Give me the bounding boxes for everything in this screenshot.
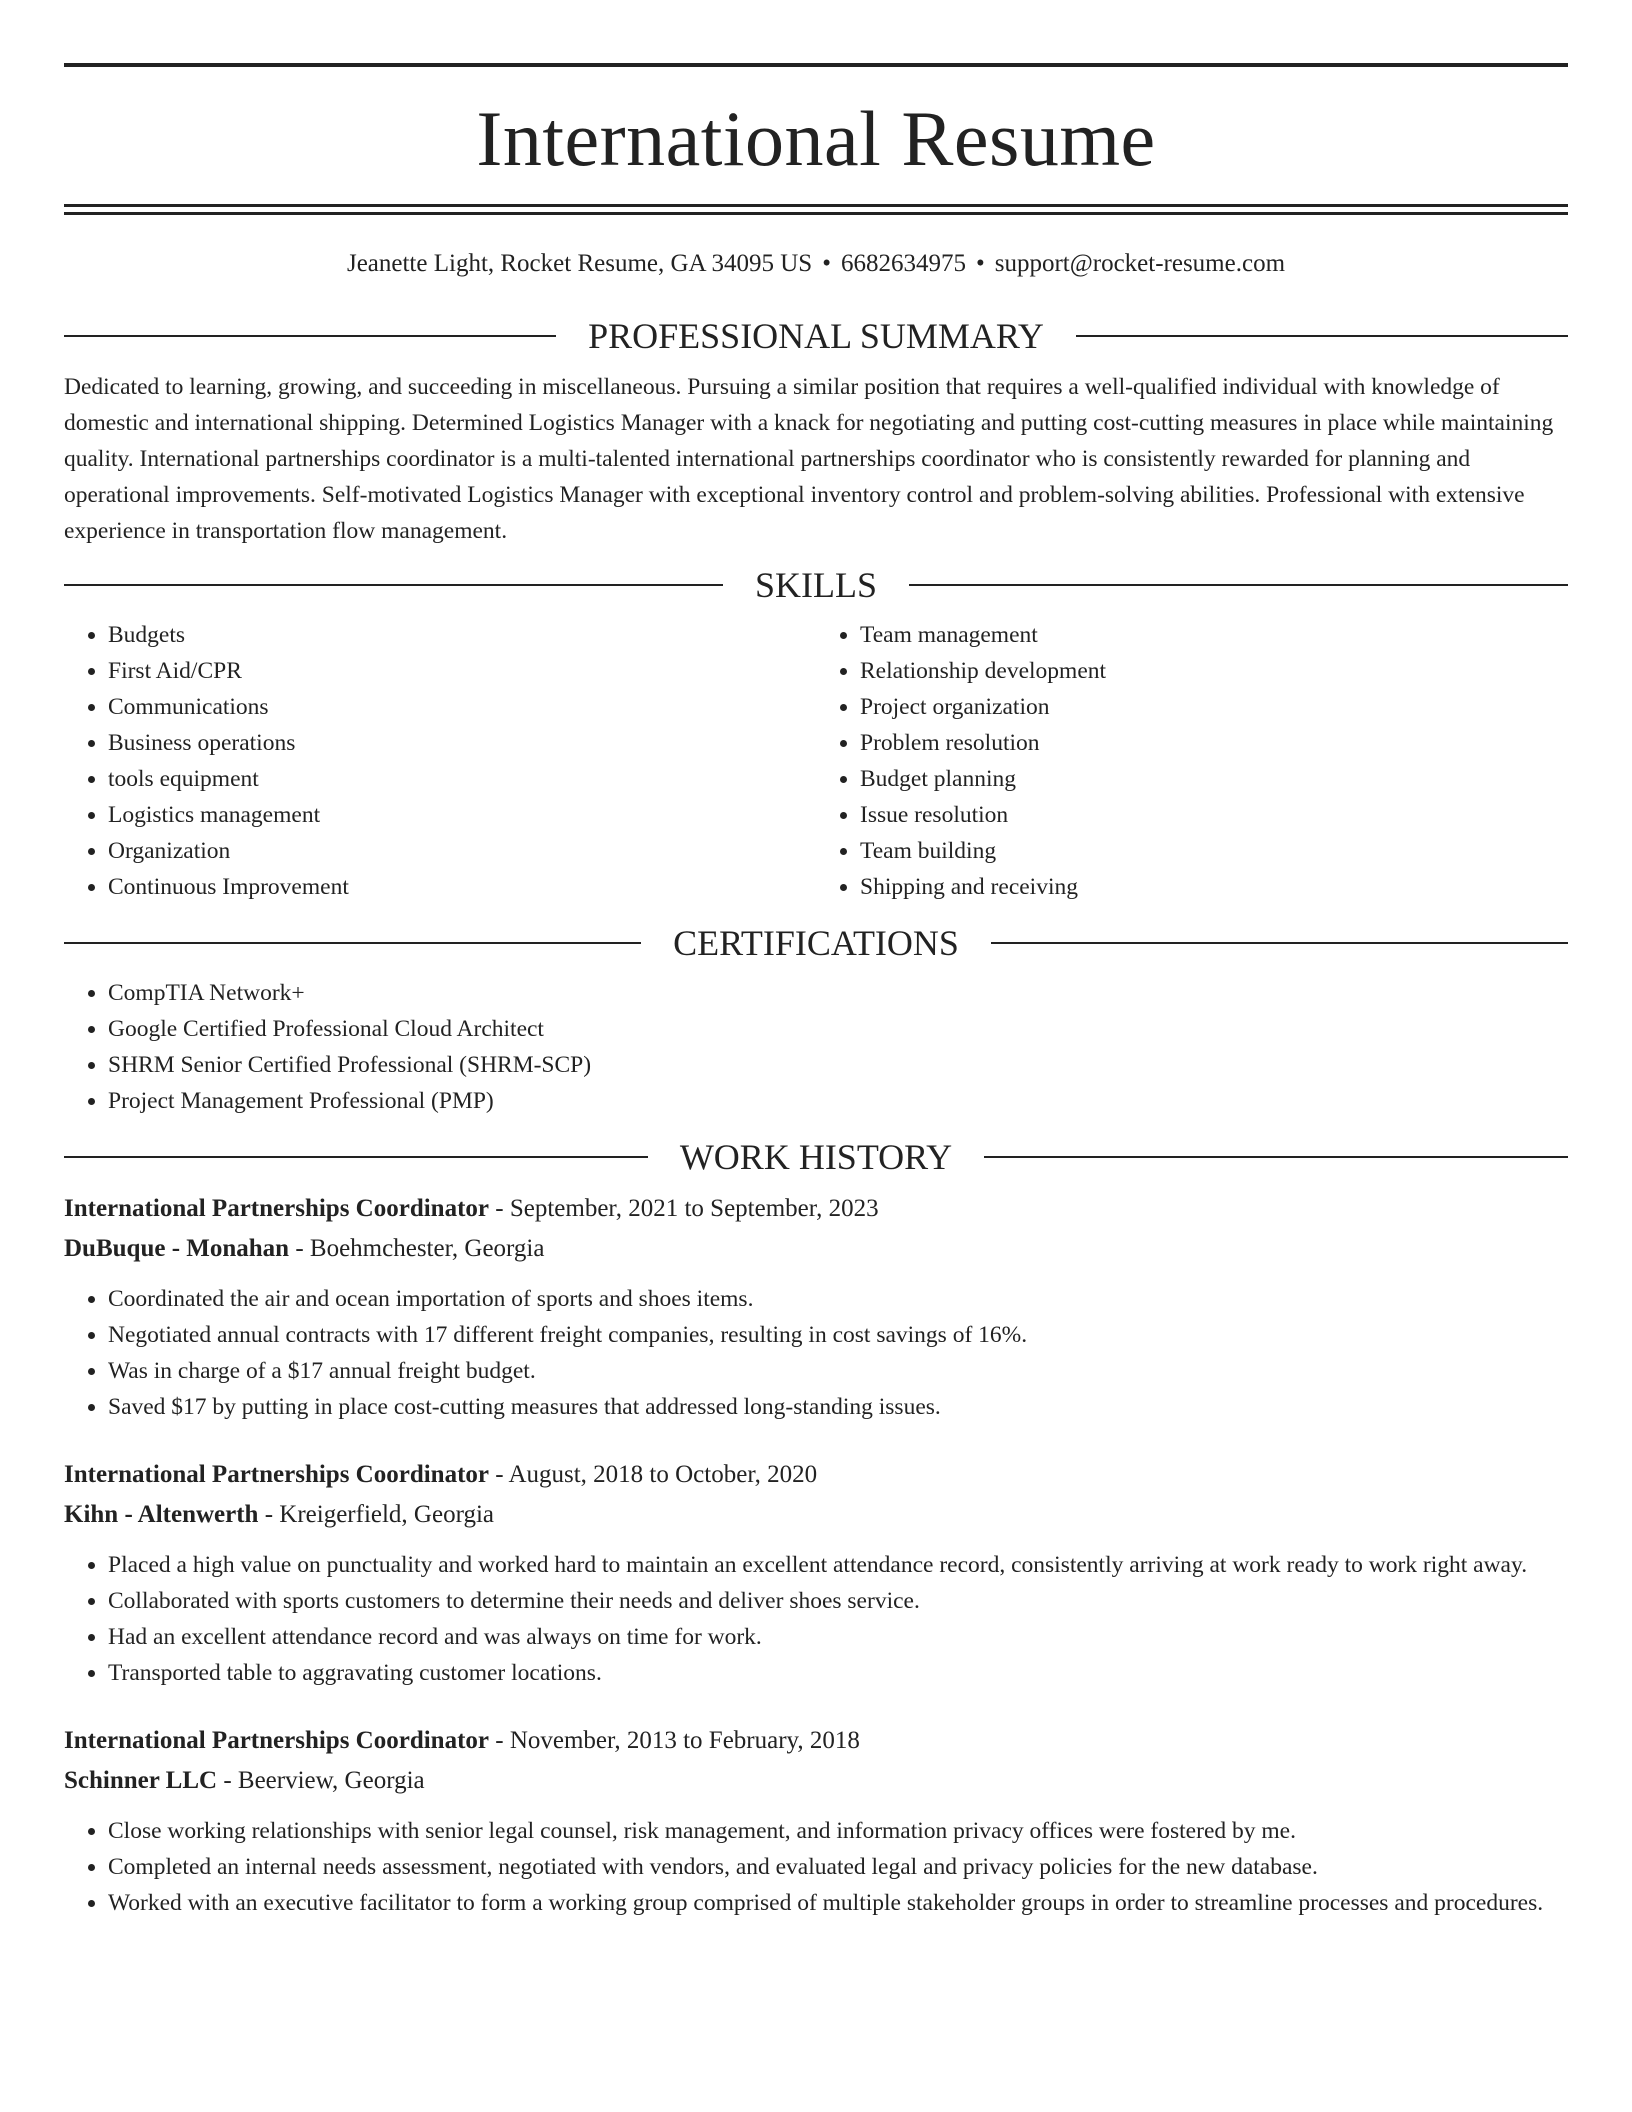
contact-line (64, 249, 1568, 279)
skills-heading-label: SKILLS (755, 565, 878, 605)
resume-page (64, 0, 1568, 1921)
skill-item: • Issue resolution (860, 797, 1568, 833)
job-company-line (64, 1495, 1568, 1535)
job-bullet: • Placed a high value on punctuality and worked hard to maintain an excellent attendance record, consistently arriving at work ready to work right away. (108, 1547, 1568, 1583)
job-bullets (64, 1281, 1568, 1425)
skill-item: • Business operations (108, 725, 816, 761)
job-bullet: • Had an excellent attendance record and was always on time for work. (108, 1619, 1568, 1655)
skill-item: • Budgets (108, 617, 816, 653)
job-bullet: • Coordinated the air and ocean importation of sports and shoes items. (108, 1281, 1568, 1317)
job-title: International Partnerships Coordinator (64, 1195, 489, 1222)
top-rule (64, 63, 1568, 67)
job-bullets (64, 1813, 1568, 1921)
skill-item: • Problem resolution (860, 725, 1568, 761)
certification-item: • CompTIA Network+ (108, 975, 1568, 1011)
skill-item: • Project organization (860, 689, 1568, 725)
contact-phone: 6682634975 (840, 250, 966, 277)
skills-list-left (64, 617, 816, 905)
job-bullet: • Close working relationships with senior legal counsel, risk management, and information privacy offices were fostered by me. (108, 1813, 1568, 1849)
certifications-heading (64, 923, 1568, 963)
job-bullet: • Saved $17 by putting in place cost-cutting measures that addressed long-standing issues. (108, 1389, 1568, 1425)
certification-item: • Project Management Professional (PMP) (108, 1083, 1568, 1119)
job-dates: - November, 2013 to February, 2018 (489, 1727, 860, 1754)
job-title-line (64, 1455, 1568, 1495)
job-dates: - September, 2021 to September, 2023 (489, 1195, 879, 1222)
contact-separator: • (975, 250, 985, 277)
job-bullets (64, 1547, 1568, 1691)
summary-heading (64, 316, 1568, 356)
summary-text: Dedicated to learning, growing, and succeeding in miscellaneous. Pursuing a similar position that requires a well-qualified individual with knowledge of domestic and international shipping. Determined Logistics Manager with a knack for negotiating and putting cost-cutting measures in place while maintaining quality. International partnerships coordinator is a multi-talented international partnerships coordinator who is consistently rewarded for planning and operational improvements. Self-motivated Logistics Manager with exceptional inventory control and problem-solving abilities. Professional with extensive experience in transportation flow management. (64, 374, 1554, 544)
job-company: Kihn - Altenwerth (64, 1501, 259, 1528)
title-double-rule (64, 204, 1568, 215)
heading-rule-left (64, 335, 556, 337)
job-dates: - August, 2018 to October, 2020 (489, 1461, 818, 1488)
job-entry (64, 1189, 1568, 1425)
heading-rule-right (991, 942, 1568, 944)
certification-item: • Google Certified Professional Cloud Architect (108, 1011, 1568, 1047)
skill-item: • tools equipment (108, 761, 816, 797)
skill-item: • Relationship development (860, 653, 1568, 689)
job-company: Schinner LLC (64, 1767, 218, 1794)
job-company: DuBuque - Monahan (64, 1235, 290, 1262)
job-bullet: • Completed an internal needs assessment, negotiated with vendors, and evaluated legal and privacy policies for the new database. (108, 1849, 1568, 1885)
heading-rule-right (984, 1156, 1568, 1158)
skill-item: • Continuous Improvement (108, 869, 816, 905)
skill-item: • Team building (860, 833, 1568, 869)
certifications-heading-label: CERTIFICATIONS (673, 923, 959, 963)
job-company-line (64, 1761, 1568, 1801)
job-bullet: • Negotiated annual contracts with 17 different freight companies, resulting in cost savings of 16%. (108, 1317, 1568, 1353)
certification-item: • SHRM Senior Certified Professional (SHRM-SCP) (108, 1047, 1568, 1083)
heading-rule-left (64, 584, 723, 586)
heading-rule-right (1076, 335, 1568, 337)
job-location: - Boehmchester, Georgia (289, 1235, 545, 1262)
skill-item: • First Aid/CPR (108, 653, 816, 689)
heading-rule-left (64, 942, 641, 944)
job-bullet: • Collaborated with sports customers to determine their needs and deliver shoes service. (108, 1583, 1568, 1619)
job-location: - Beerview, Georgia (217, 1767, 425, 1794)
job-entry (64, 1721, 1568, 1921)
job-title-line (64, 1721, 1568, 1761)
skills-columns (64, 617, 1568, 905)
skills-list-right (816, 617, 1568, 905)
job-title: International Partnerships Coordinator (64, 1461, 489, 1488)
skill-item: • Budget planning (860, 761, 1568, 797)
skill-item: • Logistics management (108, 797, 816, 833)
job-entry (64, 1455, 1568, 1691)
skill-item: • Shipping and receiving (860, 869, 1568, 905)
job-bullet: • Transported table to aggravating customer locations. (108, 1655, 1568, 1691)
job-company-line (64, 1229, 1568, 1269)
contact-address: Jeanette Light, Rocket Resume, GA 34095 US (346, 250, 813, 277)
job-title-line (64, 1189, 1568, 1229)
job-bullet: • Worked with an executive facilitator to form a working group comprised of multiple stakeholder groups in order to streamline processes and procedures. (108, 1885, 1568, 1921)
summary-heading-label: PROFESSIONAL SUMMARY (588, 316, 1044, 356)
job-bullet: • Was in charge of a $17 annual freight budget. (108, 1353, 1568, 1389)
skill-item: • Communications (108, 689, 816, 725)
skill-item: • Organization (108, 833, 816, 869)
work-history-heading (64, 1137, 1568, 1177)
skill-item: • Team management (860, 617, 1568, 653)
contact-separator: • (822, 250, 831, 277)
heading-rule-right (909, 584, 1568, 586)
work-history-heading-label: WORK HISTORY (679, 1137, 953, 1177)
job-title: International Partnerships Coordinator (64, 1727, 489, 1754)
heading-rule-left (64, 1156, 648, 1158)
job-location: - Kreigerfield, Georgia (258, 1501, 494, 1528)
certifications-list (64, 975, 1568, 1119)
page-title: International Resume (476, 95, 1156, 182)
skills-heading (64, 565, 1568, 605)
contact-email: support@rocket-resume.com (994, 250, 1286, 277)
